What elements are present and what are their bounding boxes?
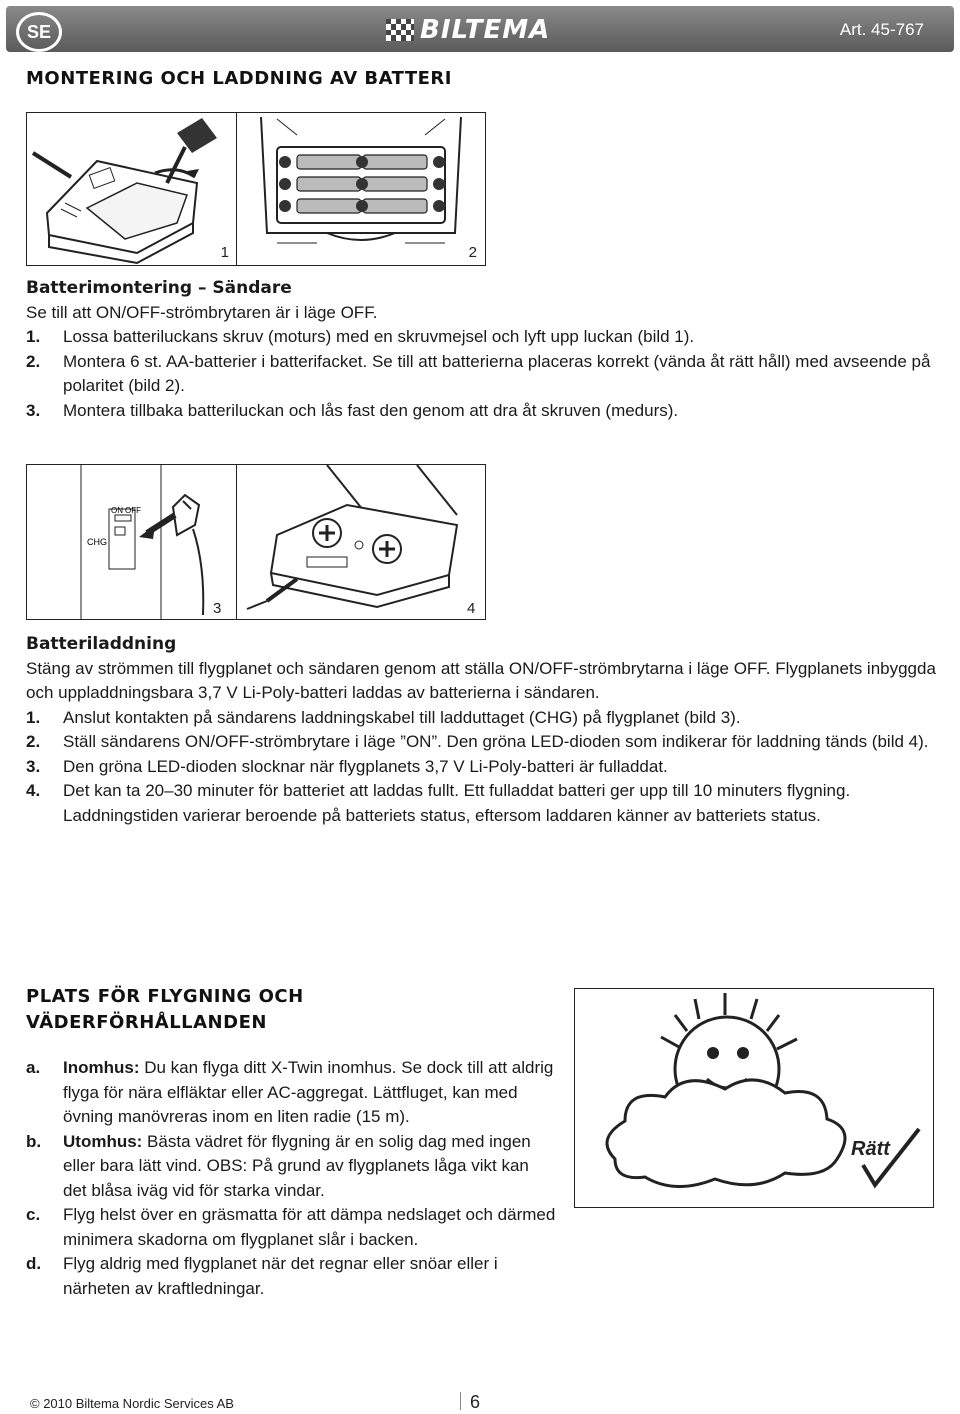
list-item bbox=[26, 399, 936, 424]
item-text: Flyg aldrig med flygplanet när det regnar eller snöar eller i närheten av kraftledningar. bbox=[63, 1254, 498, 1298]
page-number: 6 bbox=[470, 1392, 481, 1412]
item-letter: d. bbox=[26, 1254, 42, 1273]
copyright: © 2010 Biltema Nordic Services AB bbox=[30, 1396, 234, 1411]
list-item bbox=[26, 350, 936, 399]
list-item bbox=[26, 755, 936, 780]
battery-charging-text bbox=[26, 632, 936, 828]
list-item bbox=[26, 1130, 556, 1204]
list-item bbox=[26, 730, 936, 755]
step-number: 2. bbox=[26, 351, 41, 371]
list-item bbox=[26, 1252, 556, 1301]
header-bar bbox=[6, 6, 954, 52]
item-letter: b. bbox=[26, 1131, 42, 1151]
figure-2-label: 2 bbox=[468, 244, 477, 261]
step-number: 3. bbox=[26, 756, 41, 776]
figure-3-label: 3 bbox=[213, 600, 222, 617]
item-text bbox=[63, 1056, 556, 1130]
figure-4 bbox=[236, 464, 486, 620]
language-badge: SE bbox=[16, 12, 62, 52]
fig3-off-label: OFF bbox=[125, 506, 141, 515]
list-item bbox=[26, 779, 936, 828]
figure-2 bbox=[236, 112, 486, 266]
item-lead: Inomhus: bbox=[63, 1058, 140, 1077]
step-number: 2. bbox=[26, 732, 41, 751]
transmitter-screwdriver-illustration bbox=[27, 113, 237, 265]
list-item bbox=[26, 706, 936, 731]
step-number: 3. bbox=[26, 400, 41, 420]
weather-label: Rätt bbox=[851, 1138, 890, 1160]
item-letter: c. bbox=[26, 1205, 41, 1224]
battery-compartment-illustration bbox=[237, 113, 485, 265]
list-item bbox=[26, 1203, 556, 1252]
fig3-on-label: ON bbox=[111, 506, 123, 515]
item-body: Du kan flyga ditt X-Twin inomhus. Se dock till att aldrig flyga för nära elfläktar eller AC-aggregat. Lättfluget, kan med övning manövreras inom en liten radie (15 m). bbox=[63, 1058, 554, 1126]
fig3-chg-label: CHG bbox=[87, 537, 107, 547]
step-text: Det kan ta 20–30 minuter för batteriet att laddas fullt. Ett fulladdat batteri ger upp till 10 minuters flygning. Laddningstiden varierar beroende på batteriets status, eftersom laddaren känner av batteriets status. bbox=[63, 781, 851, 825]
charging-port-illustration bbox=[27, 465, 237, 619]
item-text bbox=[63, 1130, 556, 1204]
brand-name: BILTEMA bbox=[420, 15, 551, 45]
step-number: 1. bbox=[26, 327, 41, 346]
subheading-battery-install: Batterimontering – Sändare bbox=[26, 278, 292, 298]
article-number: Art. 45-767 bbox=[839, 20, 924, 39]
step-text: Ställ sändarens ON/OFF-strömbrytare i läge ”ON”. Den gröna LED-dioden som indikerar för laddning tänds (bild 4). bbox=[63, 732, 929, 751]
section-title-battery: MONTERING OCH LADDNING AV BATTERI bbox=[26, 68, 452, 89]
step-text: Anslut kontakten på sändarens laddningskabel till ladduttaget (CHG) på flygplanet (bild 3). bbox=[63, 707, 741, 727]
section-title-line-2: VÄDERFÖRHÅLLANDEN bbox=[26, 1012, 267, 1033]
item-letter: a. bbox=[26, 1058, 41, 1077]
weather-figure bbox=[574, 988, 934, 1208]
list-item bbox=[26, 1056, 556, 1130]
figure-1-label: 1 bbox=[220, 244, 229, 261]
battery-install-text bbox=[26, 276, 936, 423]
battery-charging-intro: Stäng av strömmen till flygplanet och sändaren genom att ställa ON/OFF-strömbrytarna i läge OFF. Flygplanets inbyggda och uppladdningsbara 3,7 V Li-Poly-batteri laddas av batterierna i sändaren. bbox=[26, 658, 936, 702]
step-text: Lossa batteriluckans skruv (moturs) med en skruvmejsel och lyft upp luckan (bild 1). bbox=[63, 327, 695, 346]
figure-4-label: 4 bbox=[467, 600, 476, 617]
figure-1 bbox=[26, 112, 238, 266]
step-number: 1. bbox=[26, 707, 41, 727]
item-lead: Utomhus: bbox=[63, 1131, 143, 1151]
footer-divider bbox=[460, 1392, 461, 1410]
step-text: Den gröna LED-dioden slocknar när flygplanets 3,7 V Li-Poly-batteri är fulladdat. bbox=[63, 756, 668, 776]
figure-3 bbox=[26, 464, 238, 620]
flying-conditions-list bbox=[26, 1056, 556, 1301]
checkered-flag-icon bbox=[386, 19, 414, 41]
step-text: Montera 6 st. AA-batterier i batterifacket. Se till att batterierna placeras korrekt (vända åt rätt håll) med avseende på polaritet (bild 2). bbox=[63, 351, 931, 395]
section-title-line-1: PLATS FÖR FLYGNING OCH bbox=[26, 986, 304, 1007]
subheading-battery-charging: Batteriladdning bbox=[26, 634, 177, 654]
item-body: Bästa vädret för flygning är en solig dag med ingen eller bara lätt vind. OBS: På grund av flygplanets låga vikt kan det blåsa iväg vid för starka vindar. bbox=[63, 1131, 531, 1200]
step-number: 4. bbox=[26, 781, 41, 800]
section-title-flying bbox=[26, 984, 304, 1036]
transmitter-charging-illustration bbox=[237, 465, 485, 619]
step-text: Montera tillbaka batteriluckan och lås fast den genom att dra åt skruven (medurs). bbox=[63, 400, 679, 420]
item-text: Flyg helst över en gräsmatta för att dämpa nedslaget och därmed minimera skadorna om flygplanet slår i backen. bbox=[63, 1205, 556, 1249]
brand-logo bbox=[386, 15, 551, 45]
battery-install-intro: Se till att ON/OFF-strömbrytaren är i läge OFF. bbox=[26, 302, 378, 322]
list-item bbox=[26, 325, 936, 350]
sun-cloud-illustration bbox=[575, 989, 933, 1207]
